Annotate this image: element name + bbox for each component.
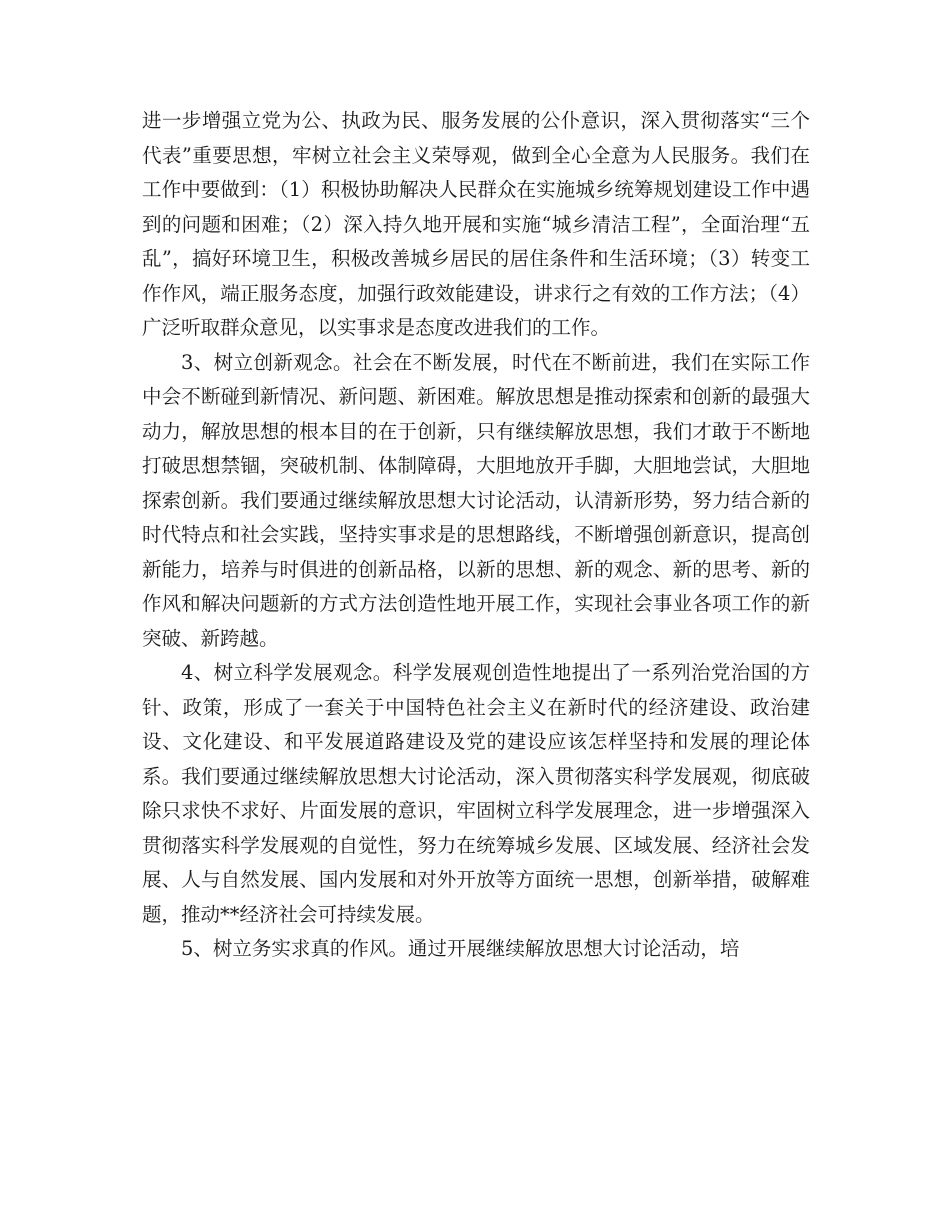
paragraph-continuation: 进一步增强立党为公、执政为民、服务发展的公仆意识，深入贯彻落实“三个代表”重要思想，牢树立社会主义荣辱观，做到全心全意为人民服务。我们在工作中要做到：（1）积极协助解决人民群众在实施城乡统筹规划建设工作中遇到的问题和困难；（2）深入持久地开展和实施“城乡清洁工程”，全面治理“五乱”，搞好环境卫生，积极改善城乡居民的居住条件和生活环境；（3）转变工作作风，端正服务态度，加强行政效能建设，讲求行之有效的工作方法；（4）广泛听取群众意见，以实事求是态度改进我们的工作。	[142, 109, 810, 339]
paragraph-scientific-development: 4、树立科学发展观念。科学发展观创造性地提出了一系列治党治国的方针、政策，形成了一套关于中国特色社会主义在新时代的经济建设、政治建设、文化建设、和平发展道路建设及党的建设应该怎样坚持和发展的理论体系。我们要通过继续解放思想大讨论活动，深入贯彻落实科学发展观，彻底破除只求快不求好、片面发展的意识，牢固树立科学发展理念，进一步增强深入贯彻落实科学发展观的自觉性，努力在统筹城乡发展、区域发展、经济社会发展、人与自然发展、国内发展和对外开放等方面统一思想，创新举措，破解难题，推动**经济社会可持续发展。	[142, 661, 810, 926]
document-body	[142, 104, 810, 967]
paragraph-innovation: 3、树立创新观念。社会在不断发展，时代在不断前进，我们在实际工作中会不断碰到新情况、新问题、新困难。解放思想是推动探索和创新的最强大动力，解放思想的根本目的在于创新，只有继续解放思想，我们才敢于不断地打破思想禁锢，突破机制、体制障碍，大胆地放开手脚，大胆地尝试，大胆地探索创新。我们要通过继续解放思想大讨论活动，认清新形势，努力结合新的时代特点和社会实践，坚持实事求是的思想路线，不断增强创新意识，提高创新能力，培养与时俱进的创新品格，以新的思想、新的观念、新的思考、新的作风和解决问题新的方式方法创造性地开展工作，实现社会事业各项工作的新突破、新跨越。	[142, 350, 810, 650]
paragraph-pragmatic-style: 5、树立务实求真的作风。通过开展继续解放思想大讨论活动，培	[181, 937, 740, 960]
